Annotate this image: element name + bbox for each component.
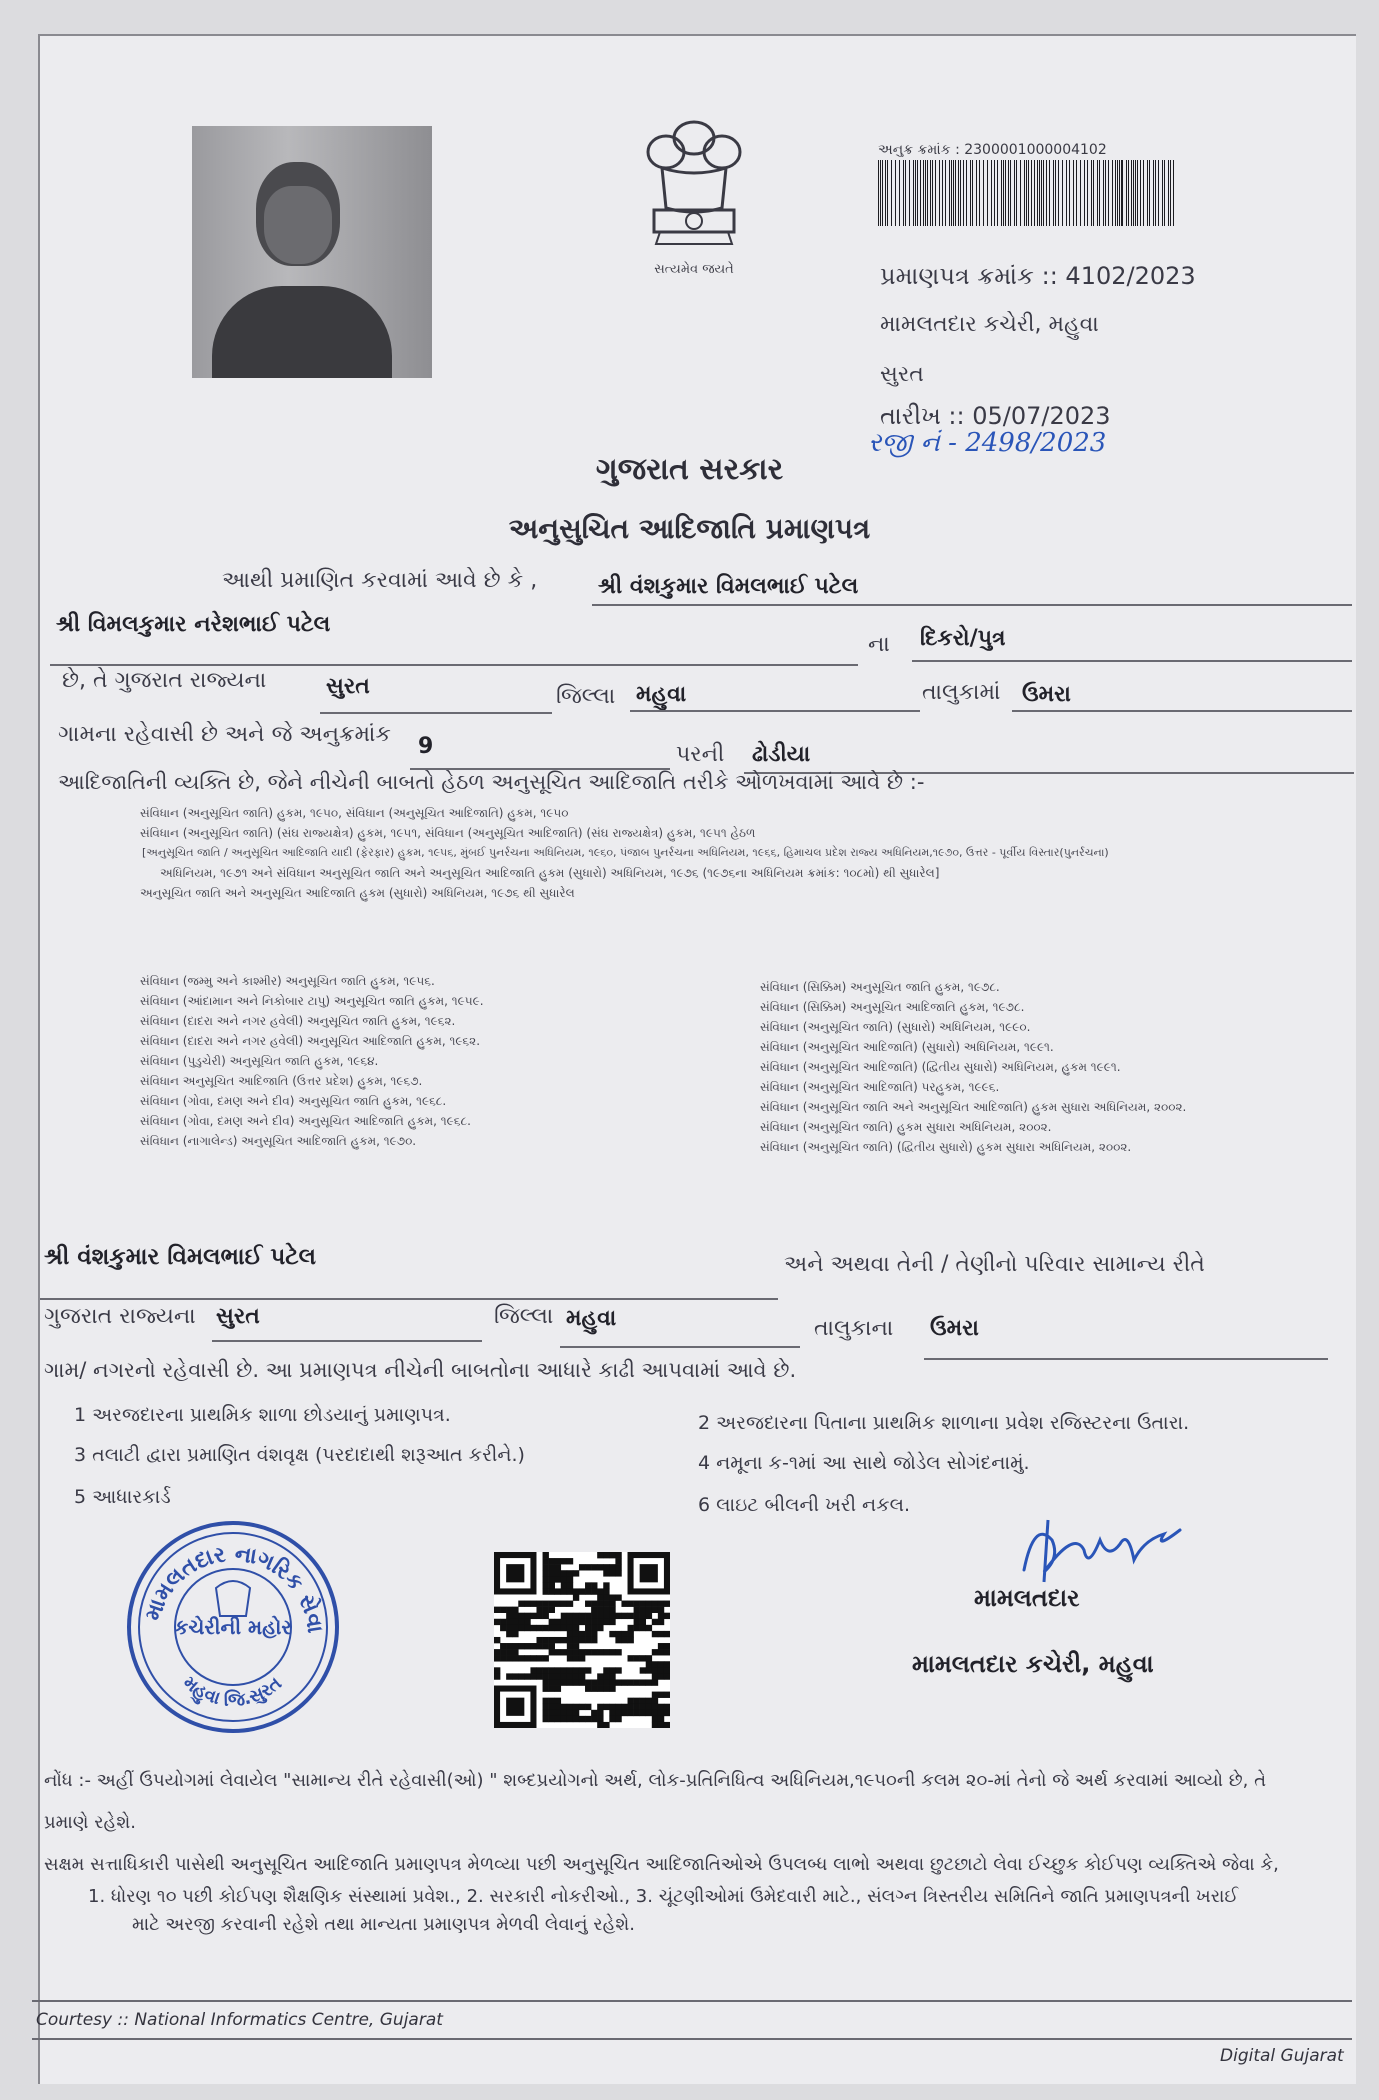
order-item: સંવિધાન (અનુસૂચિત જાતિ) (સુધારો) અધિનિયમ, ૧૯૯૦. bbox=[760, 1020, 1031, 1034]
barcode bbox=[878, 160, 1178, 230]
office-seal-stamp bbox=[118, 1516, 348, 1738]
certificate-number: પ્રમાણપત્ર ક્રમાંક :: 4102/2023 bbox=[880, 262, 1196, 290]
certificate-title: અનુસુચિત આદિજાતિ પ્રમાણપત્ર bbox=[508, 512, 871, 545]
relation: દિકરો/પુત્ર bbox=[920, 626, 1006, 651]
certify-text: આથી પ્રમાણિત કરવામાં આવે છે કે , bbox=[222, 568, 538, 593]
courtesy-footer: Courtesy :: National Informatics Centre, Gujarat bbox=[36, 2010, 443, 2030]
state-prefix: છે, તે ગુજરાત રાજ્યના bbox=[62, 668, 267, 693]
order-item: સંવિધાન (સિક્કિમ) અનુસૂચિત જાતિ હુકમ, ૧૯૭૮. bbox=[760, 980, 1000, 994]
document-item: 2 અરજદારના પિતાના પ્રાથમિક શાળાના પ્રવેશ રજિસ્ટરના ઉતારા. bbox=[698, 1412, 1190, 1434]
note-2: સક્ષમ સત્તાધિકારી પાસેથી અનુસૂચિત આદિજાતિ પ્રમાણપત્ર મેળવ્યા પછી અનુસૂચિત આદિજાતિઓએ ઉપલબ્ધ લાભો અથવા છુટછાટો લેવા ઈચ્છુક કોઈપણ વ્યક્તિએ જેવા કે, bbox=[44, 1854, 1279, 1875]
residence-taluka-label: તાલુકાના bbox=[814, 1316, 894, 1341]
order-item: સંવિધાન (આંદામાન અને નિકોબાર ટાપુ) અનુસૂચિત જાતિ હુકમ, ૧૯૫૯. bbox=[140, 994, 484, 1008]
applicant-photo bbox=[192, 126, 432, 378]
signatory-designation: મામલતદાર bbox=[974, 1584, 1080, 1612]
order-item: સંવિધાન (અનુસૂચિત જાતિ અને અનુસૂચિત આદિજાતિ) હુકમ સુધારા અધિનિયમ, ૨૦૦૨. bbox=[760, 1100, 1187, 1114]
jilla-label: જિલ્લા bbox=[556, 684, 616, 709]
order-item: સંવિધાન (ગોવા, દમણ અને દીવ) અનુસૂચિત આદિજાતિ હુકમ, ૧૯૬૮. bbox=[140, 1114, 471, 1128]
order-item: સંવિધાન (દાદરા અને નગર હવેલી) અનુસૂચિત જાતિ હુકમ, ૧૯૬૨. bbox=[140, 1014, 456, 1028]
order-item: સંવિધાન (અનુસૂચિત જાતિ) (સંઘ રાજ્યક્ષેત્ર) હુકમ, ૧૯૫૧, સંવિધાન (અનુસૂચિત આદિજાતિ) (સંઘ રાજ્યક્ષેત્ર) હુકમ, ૧૯૫૧ હેઠળ bbox=[140, 826, 756, 840]
order-item: અનુસૂચિત જાતિ અને અનુસૂચિત આદિજાતિ હુકમ (સુધારો) અધિનિયમ, ૧૯૭૬ થી સુધારેલ bbox=[140, 886, 575, 900]
order-item: સંવિધાન (અનુસૂચિત આદિજાતિ) (સુધારો) અધિનિયમ, ૧૯૯૧. bbox=[760, 1040, 1054, 1054]
issue-date: તારીખ :: 05/07/2023 bbox=[880, 402, 1111, 430]
residence-name: શ્રી વંશકુમાર વિમલભાઈ પટેલ bbox=[44, 1244, 317, 1270]
order-item: સંવિધાન (દાદરા અને નગર હવેલી) અનુસૂચિત આદિજાતિ હુકમ, ૧૯૬૨. bbox=[140, 1034, 481, 1048]
note-1b: પ્રમાણે રહેશે. bbox=[44, 1812, 136, 1833]
village-value: ઉમરા bbox=[1022, 682, 1071, 707]
order-item: સંવિધાન (ગોવા, દમણ અને દીવ) અનુસૂચિત જાતિ હુકમ, ૧૯૬૮. bbox=[140, 1094, 447, 1108]
basis-text: ગામ/ નગરનો રહેવાસી છે. આ પ્રમાણપત્ર નીચેની બાબતોના આધારે કાઢી આપવામાં આવે છે. bbox=[44, 1358, 797, 1382]
stamp-bottom-text: મહુવા જિ.સુરત bbox=[179, 1672, 286, 1711]
government-title: ગુજરાત સરકાર bbox=[595, 452, 784, 487]
verification-qr-code bbox=[494, 1552, 670, 1728]
taluka-value: મહુવા bbox=[636, 682, 687, 707]
district-value: સુરત bbox=[326, 674, 370, 699]
residence-village-value: ઉમરા bbox=[930, 1316, 979, 1341]
order-item: સંવિધાન અનુસૂચિત આદિજાતિ (ઉત્તર પ્રદેશ) હુકમ, ૧૯૬૭. bbox=[140, 1074, 423, 1088]
order-item: સંવિધાન (પુડુચેરી) અનુસૂચિત જાતિ હુકમ, ૧૯૬૪. bbox=[140, 1054, 379, 1068]
taluka-label: તાલુકામાં bbox=[922, 680, 1001, 705]
digital-gujarat-footer: Digital Gujarat bbox=[1220, 2046, 1344, 2066]
emblem-caption: સત્યમેવ જયતે bbox=[654, 262, 734, 277]
order-item: સંવિધાન (અનુસૂચિત જાતિ) હુકમ, ૧૯૫૦, સંવિધાન (અનુસૂચિત આદિજાતિ) હુકમ, ૧૯૫૦ bbox=[140, 806, 569, 820]
document-item: 1 અરજદારના પ્રાથમિક શાળા છોડયાનું પ્રમાણપત્ર. bbox=[74, 1404, 451, 1426]
note-1: નોંધ :- અહીં ઉપયોગમાં લેવાયેલ "સામાન્ય રીતે રહેવાસી(ઓ) " શબ્દપ્રયોગનો અર્થ, લોક-પ્રતિનિધિત્વ અધિનિયમ,૧૯૫૦ની કલમ ૨૦-માં તેનો જે અર્થ કરવામાં આવ્યો છે, તે bbox=[44, 1770, 1267, 1791]
parni-text: પરની bbox=[676, 742, 725, 767]
order-item: સંવિધાન (નાગાલેન્ડ) અનુસૂચિત આદિજાતિ હુકમ, ૧૯૭૦. bbox=[140, 1134, 417, 1148]
order-item: સંવિધાન (અનુસૂચિત જાતિ) (દ્વિતીય સુધારો) હુકમ સુધારા અધિનિયમ, ૨૦૦૨. bbox=[760, 1140, 1132, 1154]
residence-jilla-label: જિલ્લા bbox=[494, 1304, 554, 1329]
document-item: 5 આધારકાર્ડ bbox=[74, 1486, 171, 1508]
document-item: 6 લાઇટ બીલની ખરી નકલ. bbox=[698, 1494, 911, 1516]
residence-district-value: સુરત bbox=[216, 1304, 260, 1329]
residence-taluka-value: મહુવા bbox=[566, 1306, 617, 1331]
signatory-office: મામલતદાર કચેરી, મહુવા bbox=[912, 1650, 1154, 1678]
order-item: સંવિધાન (અનુસૂચિત જાતિ) હુકમ સુધારા અધિનિયમ, ૨૦૦૨. bbox=[760, 1120, 1052, 1134]
national-emblem-icon bbox=[636, 112, 752, 252]
order-item: [અનુસૂચિત જાતિ / અનુસૂચિત આદિજાતિ યાદી (ફેરફાર) હુકમ, ૧૯૫૬, મુંબઈ પુનર્રચના અધિનિયમ, ૧૯૬૦, પંજાબ પુનર્રચના અધિનિયમ, ૧૯૬૬, હિમાચલ પ્રદેશ રાજ્ય અધિનિયમ,૧૯૭૦, ઉત્તર - પૂર્વીય વિસ્તાર(પુનર્રચના) bbox=[142, 846, 1109, 859]
note-2c: માટે અરજી કરવાની રહેશે તથા માન્યતા પ્રમાણપત્ર મેળવી લેવાનું રહેશે. bbox=[132, 1914, 635, 1935]
svg-text:મહુવા જિ.સુરત bbox=[179, 1672, 286, 1711]
document-item: 3 તલાટી દ્વારા પ્રમાણિત વંશવૃક્ષ (પરદાદાથી શરૂઆત કરીને.) bbox=[74, 1444, 525, 1466]
document-item: 4 નમૂના ક-૧માં આ સાથે જોડેલ સોગંદનામું. bbox=[698, 1452, 1030, 1474]
order-item: સંવિધાન (જમ્મુ અને કાશ્મીર) અનુસૂચિત જાતિ હુકમ, ૧૯૫૬. bbox=[140, 974, 435, 988]
serial-value: 9 bbox=[418, 734, 434, 759]
order-item: અધિનિયમ, ૧૯૭૧ અને સંવિધાન અનુસૂચિત જાતિ અને અનુસૂચિત આદિજાતિ હુકમ (સુધારો) અધિનિયમ, ૧૯૭૬ (૧૯૭૬ના અધિનિયમ ક્રમાંક: ૧૦૮મો) થી સુધારેલ] bbox=[160, 866, 940, 880]
order-item: સંવિધાન (અનુસૂચિત આદિજાતિ) પરહુકમ, ૧૯૯૬. bbox=[760, 1080, 1000, 1094]
applicant-name: શ્રી વંશકુમાર વિમલભાઈ પટેલ bbox=[598, 574, 859, 599]
office-name: મામલતદાર કચેરી, મહુવા bbox=[880, 312, 1099, 337]
residence-state-prefix: ગુજરાત રાજ્યના bbox=[44, 1304, 196, 1329]
stamp-ring-text: મામલતદાર નાગરિક સેવા bbox=[140, 1541, 328, 1635]
note-2b: 1. ધોરણ ૧૦ પછી કોઈપણ શૈક્ષણિક સંસ્થામાં પ્રવેશ., 2. સરકારી નોકરીઓ., 3. ચૂંટણીઓમાં ઉમેદવારી માટે., સંલગ્ન ત્રિસ્તરીય સમિતિને જાતિ પ્રમાણપત્રની ખરાઈ bbox=[88, 1886, 1239, 1907]
serial-number: અનુક્ર ક્રમાંક : 2300001000004102 bbox=[878, 142, 1107, 158]
family-text: અને અથવા તેની / તેણીનો પરિવાર સામાન્ય રીતે bbox=[784, 1252, 1205, 1277]
tribe-sentence: આદિજાતિની વ્યક્તિ છે, જેને નીચેની બાબતો હેઠળ અનુસૂચિત આદિજાતિ તરીકે ઓળખવામાં આવે છે :- bbox=[58, 770, 925, 794]
order-item: સંવિધાન (અનુસૂચિત આદિજાતિ) (દ્વિતીય સુધારો) અધિનિયમ, હુકમ ૧૯૯૧. bbox=[760, 1060, 1121, 1074]
stamp-center-text: કચેરીની મહોર bbox=[174, 1615, 292, 1639]
office-district: સુરત bbox=[880, 362, 924, 387]
na-text: ના bbox=[868, 632, 890, 657]
tribe-value: ઢોડીયા bbox=[752, 742, 811, 767]
father-name: શ્રી વિમલકુમાર નરેશભાઈ પટેલ bbox=[56, 612, 331, 637]
order-item: સંવિધાન (સિક્કિમ) અનુસૂચિત આદિજાતિ હુકમ, ૧૯૭૮. bbox=[760, 1000, 1025, 1014]
register-number: રજી નં - 2498/2023 bbox=[868, 428, 1107, 458]
resident-text: ગામના રહેવાસી છે અને જે અનુક્રમાંક bbox=[58, 722, 391, 747]
